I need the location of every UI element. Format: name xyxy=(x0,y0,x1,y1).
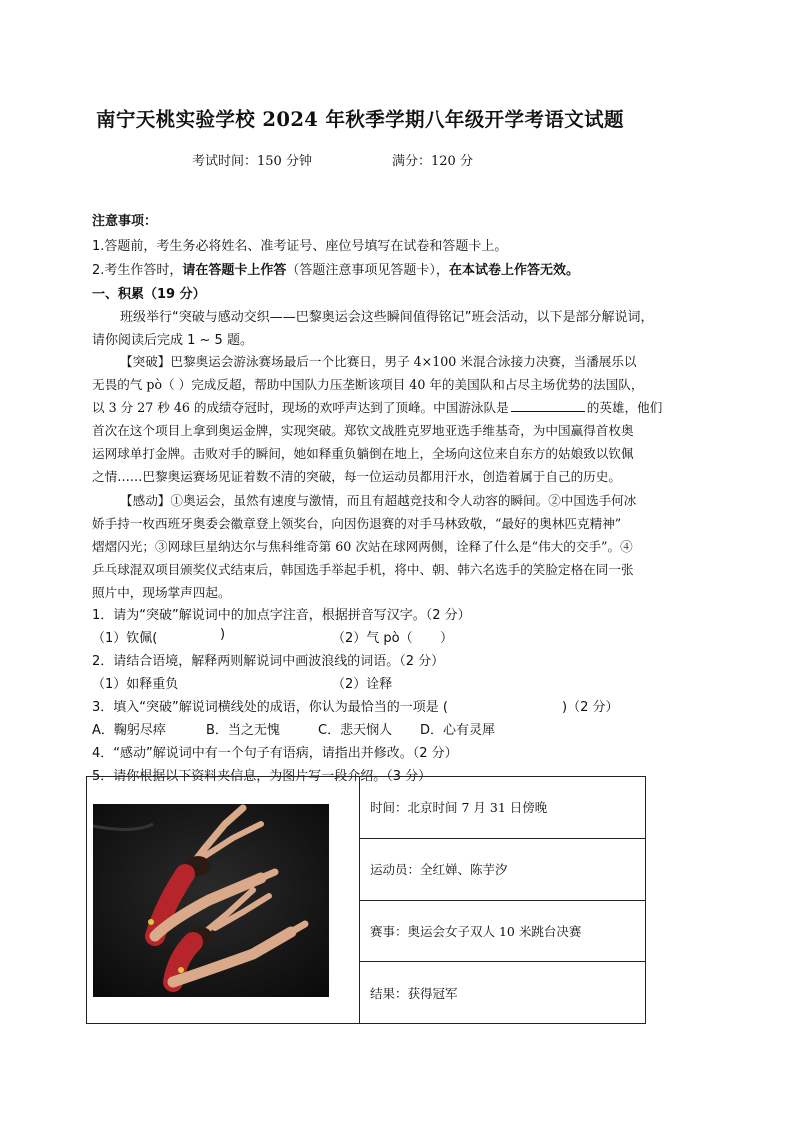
option-a: A．鞠躬尽瘁 xyxy=(92,723,166,738)
breakthrough-line-3 xyxy=(92,397,662,416)
notes-item-2-b: 请在答题卡上作答 xyxy=(182,263,287,278)
exam-time: 考试时间：150 分钟 xyxy=(192,154,312,169)
question-2-part-1: （1）如释重负 xyxy=(92,677,179,692)
touching-line-3: 熠熠闪光；③网球巨星纳达尔与焦科维奇第 60 次站在球网两侧，诠释了什么是“伟大的交手”。④ xyxy=(92,539,633,554)
question-3: 3．填入“突破”解说词横线处的成语，你认为最恰当的一项是 ( xyxy=(92,700,448,715)
question-5: 5．请你根据以下资料夹信息，为图片写一段介绍。（3 分） xyxy=(92,769,432,784)
breakthrough-line-3b: 的英雄，他们 xyxy=(586,400,663,415)
divers-illustration xyxy=(93,804,329,997)
touching-line-2: 娇手持一枚西班牙奥委会徽章登上领奖台，向因伤退赛的对手马林致敬，“最好的奥林匹克精神” xyxy=(92,516,622,531)
exam-title: 南宁天桃实验学校 2024 年秋季学期八年级开学考语文试题 xyxy=(96,108,624,131)
photo-cell xyxy=(87,777,360,1024)
notes-item-2-c: （答题注意事项见答题卡）， xyxy=(286,263,449,278)
question-1-part-1-close: ) xyxy=(220,627,226,642)
question-1-part-2-close: ） xyxy=(440,631,454,646)
breakthrough-line-4: 首次在这个项目上拿到奥运金牌，实现突破。郑钦文战胜克罗地亚选手维基奇，为中国赢得首枚奥 xyxy=(92,423,634,438)
exam-score: 满分：120 分 xyxy=(392,154,473,169)
touching-line-1: 【感动】①奥运会，虽然有速度与激情，而且有超越竞技和令人动容的瞬间。②中国选手何冰 xyxy=(120,493,637,508)
info-athletes: 运动员：全红婵、陈芋汐 xyxy=(360,838,646,900)
notes-item-1: 1.答题前，考生务必将姓名、准考证号、座位号填写在试卷和答题卡上。 xyxy=(92,239,508,254)
breakthrough-line-3a: 以 3 分 27 秒 46 的成绩夺冠时，现场的欢呼声达到了顶峰。中国游泳队是 xyxy=(92,400,509,415)
question-1: 1．请为“突破”解说词中的加点字注音，根据拼音写汉字。（2 分） xyxy=(92,608,471,623)
question-2-part-2: （2）诠释 xyxy=(332,677,393,692)
notes-item-2-d: 在本试卷上作答无效。 xyxy=(448,263,579,278)
info-row xyxy=(87,777,646,839)
info-time: 时间：北京时间 7 月 31 日傍晚 xyxy=(360,777,646,839)
question-3-end: )（2 分） xyxy=(562,700,619,715)
breakthrough-line-5: 运网球单打金牌。击败对手的瞬间，她如释重负躺倒在地上，全场向这位来自东方的姑娘致以钦佩 xyxy=(92,446,634,461)
notes-heading: 注意事项： xyxy=(92,214,158,229)
breakthrough-line-1: 【突破】巴黎奥运会游泳赛场最后一个比赛日，男子 4×100 米混合泳接力决赛，当潘展乐以 xyxy=(120,354,637,369)
notes-item-2-a: 2.考生作答时， xyxy=(92,263,183,278)
question-4: 4．“感动”解说词中有一个句子有语病，请指出并修改。（2 分） xyxy=(92,746,458,761)
idiom-blank xyxy=(511,399,585,412)
notes-item-2 xyxy=(92,259,579,278)
option-d: D．心有灵犀 xyxy=(420,723,496,738)
question-2: 2．请结合语境，解释两则解说词中画波浪线的词语。（2 分） xyxy=(92,654,445,669)
breakthrough-line-6: 之情……巴黎奥运赛场见证着数不清的突破，每一位运动员都用汗水，创造着属于自己的历史。 xyxy=(92,469,621,484)
option-b: B．当之无愧 xyxy=(206,723,280,738)
breakthrough-line-2: 无畏的气 pò（ ）完成反超，帮助中国队力压垄断该项目 40 年的美国队和占尽主场优势的法国队， xyxy=(92,377,644,392)
info-result: 结果：获得冠军 xyxy=(360,962,646,1024)
info-table xyxy=(86,776,646,1024)
question-1-part-2: （2）气 pò（ xyxy=(332,631,413,646)
section-1-intro-line-1: 班级举行“突破与感动交织——巴黎奥运会这些瞬间值得铭记”班会活动，以下是部分解说词， xyxy=(120,310,654,325)
question-1-part-1: （1）钦佩( xyxy=(92,631,158,646)
option-c: C．悲天悯人 xyxy=(318,723,393,738)
diving-photo xyxy=(93,804,329,997)
section-1-heading: 一、积累（19 分） xyxy=(92,287,206,302)
touching-line-5: 照片中，现场掌声四起。 xyxy=(92,585,231,600)
section-1-intro-line-2: 请你阅读后完成 1 ~ 5 题。 xyxy=(92,333,253,348)
info-event: 赛事：奥运会女子双人 10 米跳台决赛 xyxy=(360,900,646,962)
touching-line-4: 乒乓球混双项目颁奖仪式结束后，韩国选手举起手机，将中、朝、韩六名选手的笑脸定格在同一张 xyxy=(92,562,634,577)
